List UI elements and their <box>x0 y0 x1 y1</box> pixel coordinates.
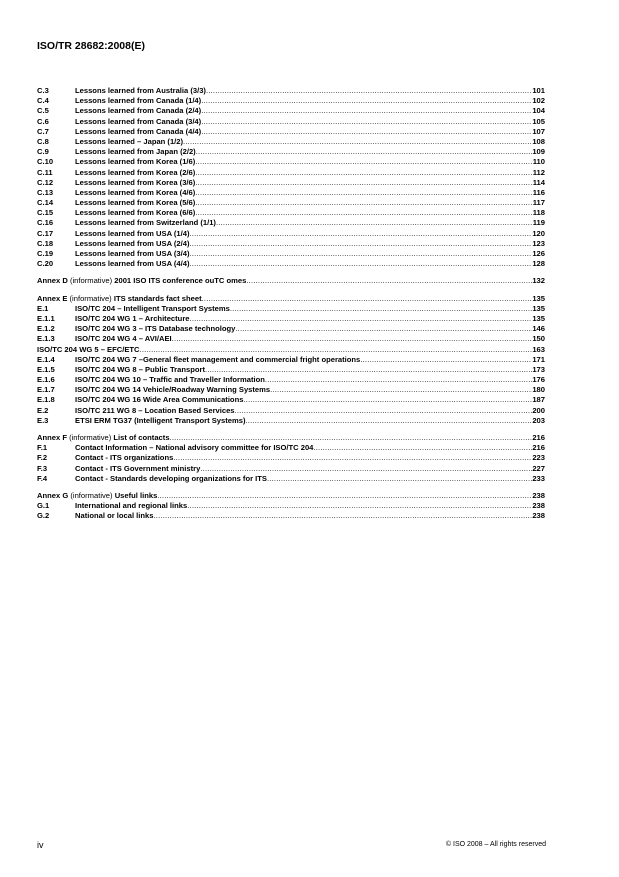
toc-entry[interactable] <box>37 464 545 474</box>
dot-leader <box>190 259 533 269</box>
toc-entry-number: E.2 <box>37 405 49 415</box>
toc-entry-title: Lessons learned from Canada (2/4) <box>75 106 202 116</box>
toc-entry-title: Lessons learned from Korea (5/6) <box>75 198 196 208</box>
annex-label: Annex F <box>37 433 67 442</box>
toc-entry-number: C.10 <box>37 157 54 167</box>
toc-entry-page: 120 <box>532 228 545 238</box>
toc-entry-number: C.12 <box>37 177 54 187</box>
toc-entry[interactable] <box>37 385 545 395</box>
dot-leader <box>243 395 532 405</box>
dot-leader <box>195 168 532 178</box>
toc-entry-page: 150 <box>532 334 545 344</box>
toc-entry-page: 180 <box>532 385 545 395</box>
dot-leader <box>196 147 533 157</box>
toc-entry-page: 176 <box>532 375 545 385</box>
toc-entry-title: Lessons learned from USA (3/4) <box>75 249 190 258</box>
toc-entry-page: 146 <box>532 324 545 334</box>
dot-leader <box>245 416 532 426</box>
toc-entry-page: 227 <box>532 463 545 473</box>
toc-entry[interactable] <box>37 433 545 443</box>
annex-label: Annex G <box>37 490 69 500</box>
toc-entry[interactable] <box>37 157 545 167</box>
toc-entry[interactable] <box>37 474 545 484</box>
toc-entry-title: ETSI ERM TG37 (Intelligent Transport Systems) <box>75 415 246 425</box>
toc-entry-number: E.1 <box>37 303 49 313</box>
toc-entry[interactable] <box>37 334 545 344</box>
toc-entry-title: ISO/TC 204 WG 3 – ITS Database technology <box>75 324 236 334</box>
toc-entry-title: Lessons learned – Japan (1/2) <box>75 136 184 146</box>
toc-entry-number: E.1.4 <box>37 354 55 364</box>
toc-entry[interactable] <box>37 188 545 198</box>
toc-entry-number: F.2 <box>37 453 48 463</box>
toc-entry-page: 238 <box>532 501 545 511</box>
toc-entry[interactable] <box>37 416 545 426</box>
toc-entry[interactable] <box>37 375 545 385</box>
copyright-notice: © ISO 2008 – All rights reserved <box>445 841 546 848</box>
toc-entry[interactable] <box>37 229 545 239</box>
toc-entry-page: 135 <box>532 303 545 313</box>
toc-entry-title <box>37 491 157 501</box>
toc-entry-title: ISO/TC 211 WG 8 – Location Based Services <box>75 405 235 415</box>
toc-entry-number: C.4 <box>37 96 49 106</box>
dot-leader <box>195 198 532 208</box>
dot-leader <box>205 365 532 375</box>
page-number: iv <box>37 840 44 850</box>
toc-entry-title: International and regional links <box>75 501 188 511</box>
toc-entry[interactable] <box>37 443 545 453</box>
toc-entry-page: 187 <box>532 395 545 405</box>
toc-entry-title: ISO/TC 204 WG 7 –General fleet management and commercial fright operations <box>75 354 361 364</box>
toc-entry-title: ISO/TC 204 – Intelligent Transport Systems <box>75 303 230 313</box>
toc-entry-page: 216 <box>532 443 545 453</box>
toc-entry-title: Lessons learned from USA (2/4) <box>75 238 190 248</box>
dot-leader <box>195 208 532 218</box>
toc-entry-title: Lessons learned from Korea (3/6) <box>75 177 196 187</box>
toc-entry-title <box>37 294 202 304</box>
toc-entry-number: C.19 <box>37 249 54 258</box>
toc-entry-page: 112 <box>532 167 545 177</box>
toc-entry[interactable] <box>37 218 545 228</box>
toc-entry-title: Lessons learned from Canada (3/4) <box>75 116 202 126</box>
toc-entry[interactable] <box>37 96 545 106</box>
toc-entry-title: ISO/TC 204 WG 4 – AVI/AEI <box>75 334 172 344</box>
toc-entry-number: C.8 <box>37 136 49 146</box>
toc-entry-number: E.1.8 <box>37 395 55 405</box>
dot-leader <box>267 474 532 484</box>
toc-entry-number: C.7 <box>37 126 49 136</box>
toc-entry-page: 119 <box>532 218 545 228</box>
toc-entry-title: Lessons learned from Korea (4/6) <box>75 187 196 197</box>
dot-leader <box>246 276 532 286</box>
dot-leader <box>235 324 532 334</box>
dot-leader <box>140 345 533 355</box>
toc-entry-title: Contact Information – National advisory committee for ISO/TC 204 <box>75 443 314 453</box>
toc-entry-page: 128 <box>532 259 545 269</box>
toc-entry-title: Contact - ITS organizations <box>75 453 174 463</box>
toc-entry-page: 135 <box>532 313 545 323</box>
toc-entry[interactable] <box>37 355 545 365</box>
toc-entry-number: C.16 <box>37 218 54 228</box>
toc-entry-number: F.4 <box>37 473 48 483</box>
toc-entry[interactable] <box>37 294 545 304</box>
toc-entry-number: E.1.6 <box>37 375 55 385</box>
toc-entry-number: C.20 <box>37 259 54 269</box>
dot-leader <box>313 443 532 453</box>
toc-entry-title: ISO/TC 204 WG 1 – Architecture <box>75 313 190 323</box>
dot-leader <box>172 334 533 344</box>
toc-entry-page: 126 <box>532 249 545 258</box>
toc-entry[interactable] <box>37 314 545 324</box>
toc-entry-title: Lessons learned from Korea (1/6) <box>75 157 196 167</box>
toc-entry-number: E.1.3 <box>37 334 55 344</box>
toc-entry-title: Lessons learned from Canada (4/4) <box>75 126 202 136</box>
toc-entry-page: 110 <box>532 157 545 167</box>
dot-leader <box>360 355 532 365</box>
toc-entry-title: ISO/TC 204 WG 16 Wide Area Communications <box>75 395 244 405</box>
dot-leader <box>170 433 533 443</box>
annex-title: List of contacts <box>113 433 170 442</box>
toc-entry[interactable] <box>37 178 545 188</box>
annex-title: ITS standards fact sheet <box>113 293 202 303</box>
toc-entry[interactable] <box>37 453 545 463</box>
toc-entry[interactable] <box>37 491 545 501</box>
dot-leader <box>190 314 533 324</box>
dot-leader <box>202 294 533 304</box>
toc-entry[interactable] <box>37 345 545 355</box>
toc-entry[interactable] <box>37 304 545 314</box>
toc-entry-page: 123 <box>532 238 545 248</box>
dot-leader <box>183 137 532 147</box>
toc-entry-number: C.18 <box>37 238 54 248</box>
toc-entry[interactable] <box>37 127 545 137</box>
annex-label: Annex E <box>37 293 68 303</box>
toc-entry-title: Lessons learned from USA (4/4) <box>75 259 190 269</box>
toc-entry[interactable] <box>37 249 545 259</box>
toc-entry[interactable] <box>37 86 545 96</box>
toc-entry-number: C.6 <box>37 116 49 126</box>
toc-entry-page: 117 <box>532 198 545 208</box>
annex-qualifier: (informative) <box>69 293 112 303</box>
dot-leader <box>201 106 532 116</box>
dot-leader <box>216 218 533 228</box>
toc-entry-page: 171 <box>532 354 545 364</box>
toc-entry-page: 216 <box>532 433 545 442</box>
toc-entry-page: 114 <box>532 177 545 187</box>
toc-entry-page: 109 <box>532 147 545 157</box>
toc-entry-page: 135 <box>532 293 545 303</box>
toc-entry-number: E.1.5 <box>37 364 55 374</box>
toc-entry-title: Lessons learned from Korea (6/6) <box>75 208 196 218</box>
document-id: ISO/TR 28682:2008(E) <box>37 40 145 52</box>
toc-entry[interactable] <box>37 511 545 521</box>
toc-entry-title: Lessons learned from Australia (3/3) <box>75 86 206 95</box>
toc-entry-number: C.14 <box>37 198 54 208</box>
toc-entry-page: 238 <box>532 511 545 521</box>
toc-entry-title: Lessons learned from Switzerland (1/1) <box>75 218 216 228</box>
toc-entry-page: 163 <box>532 344 545 354</box>
dot-leader <box>187 501 532 511</box>
toc-entry-title <box>37 276 246 286</box>
dot-leader <box>200 464 532 474</box>
toc-entry[interactable] <box>37 208 545 218</box>
toc-entry[interactable] <box>37 239 545 249</box>
toc-entry-number: C.3 <box>37 86 49 95</box>
toc-entry[interactable] <box>37 365 545 375</box>
toc-entry-page: 200 <box>532 405 545 415</box>
toc-entry-page: 101 <box>532 86 545 95</box>
dot-leader <box>270 385 532 395</box>
dot-leader <box>195 157 532 167</box>
annex-title: 2001 ISO ITS conference ouTC omes <box>114 276 247 286</box>
dot-leader <box>157 491 532 501</box>
dot-leader <box>190 229 533 239</box>
toc-entry-title: ISO/TC 204 WG 5 – EFC/ETC <box>37 344 140 354</box>
dot-leader <box>195 188 532 198</box>
toc-entry-number: G.2 <box>37 511 50 521</box>
annex-title: Useful links <box>114 490 158 500</box>
toc-entry-title <box>37 433 170 443</box>
toc-entry-title: ISO/TC 204 WG 8 – Public Transport <box>75 364 205 374</box>
toc-entry[interactable] <box>37 395 545 405</box>
toc-entry-page: 116 <box>532 187 545 197</box>
toc-entry-page: 132 <box>532 276 545 286</box>
toc-entry[interactable] <box>37 276 545 286</box>
toc-entry-page: 173 <box>532 364 545 374</box>
toc-entry[interactable] <box>37 501 545 511</box>
toc-entry-title: Contact - ITS Government ministry <box>75 463 201 473</box>
toc-entry-title: National or local links <box>75 511 154 521</box>
toc-entry-number: E.3 <box>37 415 49 425</box>
toc-entry-page: 108 <box>532 136 545 146</box>
dot-leader <box>173 453 532 463</box>
toc-entry-number: E.1.1 <box>37 313 55 323</box>
toc-entry[interactable] <box>37 198 545 208</box>
dot-leader <box>154 511 533 521</box>
dot-leader <box>206 86 532 96</box>
toc-entry-page: 238 <box>532 490 545 500</box>
toc-entry-page: 104 <box>532 106 545 116</box>
dot-leader <box>190 239 533 249</box>
toc-entry[interactable] <box>37 168 545 178</box>
toc-entry-title: ISO/TC 204 WG 14 Vehicle/Roadway Warning Systems <box>75 385 271 395</box>
toc-entry-number: C.15 <box>37 208 54 218</box>
toc-entry-page: 102 <box>532 96 545 106</box>
annex-qualifier: (informative) <box>69 276 113 286</box>
toc-entry-title: Lessons learned from Canada (1/4) <box>75 96 202 106</box>
toc-entry-title: Lessons learned from Korea (2/6) <box>75 167 196 177</box>
toc-entry-title: ISO/TC 204 WG 10 – Traffic and Traveller Information <box>75 375 265 385</box>
toc-entry-number: C.5 <box>37 106 49 116</box>
toc-entry-page: 105 <box>532 116 545 126</box>
toc-entry-page: 223 <box>532 453 545 463</box>
toc-entry-title: Contact - Standards developing organizations for ITS <box>75 473 267 483</box>
dot-leader <box>201 127 532 137</box>
dot-leader <box>265 375 532 385</box>
toc-entry-number: C.17 <box>37 228 54 238</box>
toc-entry-title: Lessons learned from USA (1/4) <box>75 228 190 238</box>
dot-leader <box>201 96 532 106</box>
toc-entry-number: E.1.2 <box>37 324 55 334</box>
toc-entry-number: C.9 <box>37 147 49 157</box>
toc-entry[interactable] <box>37 324 545 334</box>
dot-leader <box>195 178 532 188</box>
annex-qualifier: (informative) <box>70 490 113 500</box>
toc-entry-number: C.11 <box>37 167 53 177</box>
toc-entry-page: 203 <box>532 415 545 425</box>
toc-entry[interactable] <box>37 137 545 147</box>
dot-leader <box>230 304 532 314</box>
dot-leader <box>201 117 532 127</box>
toc-entry-page: 118 <box>532 208 545 218</box>
toc-entry[interactable] <box>37 406 545 416</box>
dot-leader <box>190 249 533 259</box>
annex-label: Annex D <box>37 276 68 286</box>
toc-entry[interactable] <box>37 117 545 127</box>
toc-entry-title: Lessons learned from Japan (2/2) <box>75 147 196 157</box>
table-of-contents <box>37 86 545 522</box>
toc-entry-number: E.1.7 <box>37 385 55 395</box>
toc-entry[interactable] <box>37 147 545 157</box>
annex-qualifier: (informative) <box>69 433 112 442</box>
toc-entry[interactable] <box>37 106 545 116</box>
dot-leader <box>235 406 533 416</box>
toc-entry[interactable] <box>37 259 545 269</box>
toc-entry-number: F.1 <box>37 443 48 453</box>
toc-entry-page: 107 <box>532 126 545 136</box>
toc-entry-page: 233 <box>532 473 545 483</box>
toc-entry-number: F.3 <box>37 463 48 473</box>
toc-entry-number: G.1 <box>37 501 50 511</box>
toc-entry-number: C.13 <box>37 187 54 197</box>
